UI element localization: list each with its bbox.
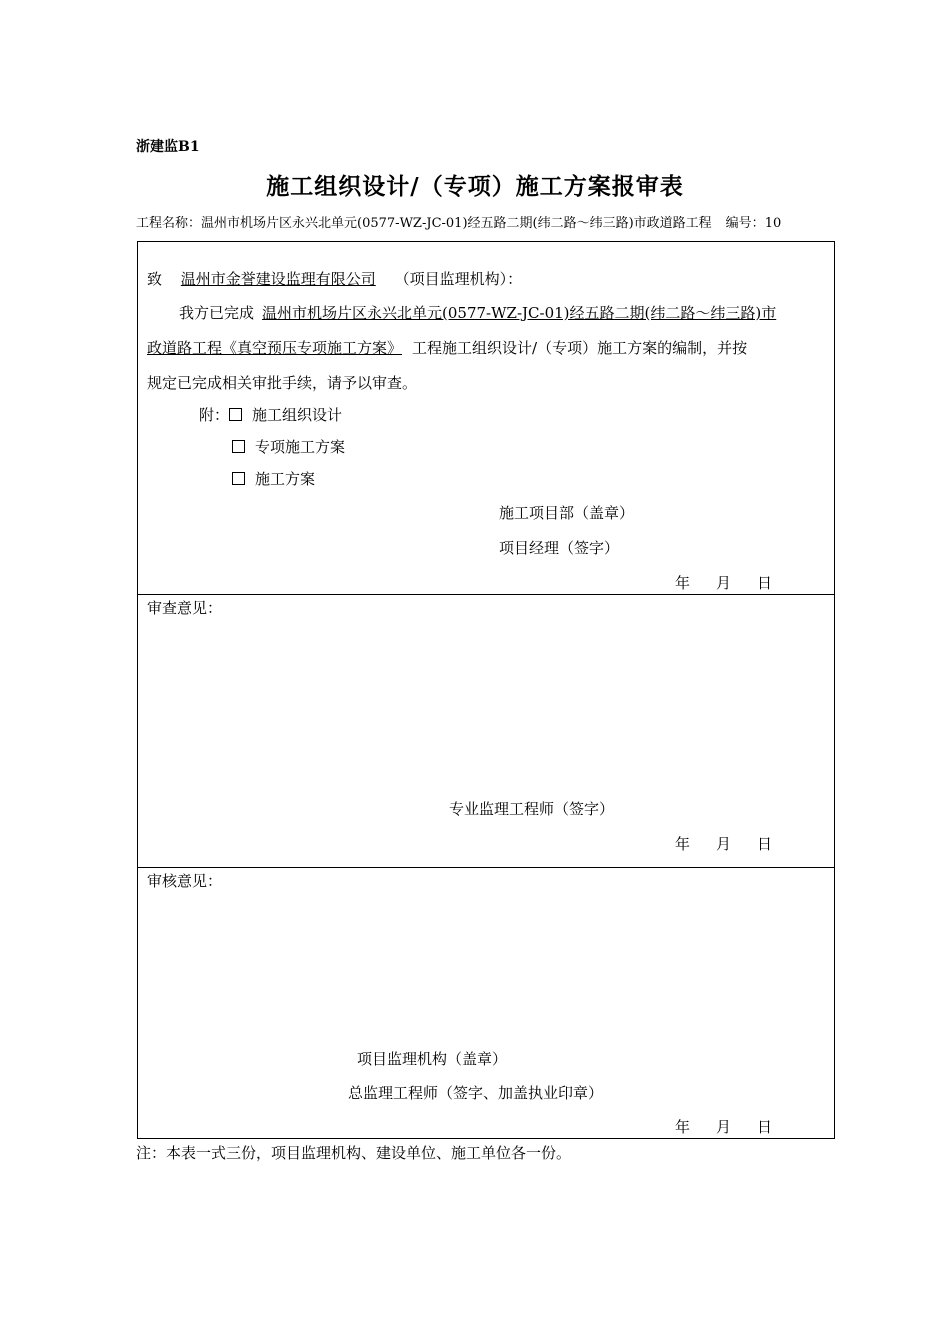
to-suffix: （项目监理机构）： xyxy=(394,270,523,288)
submission-section xyxy=(137,241,835,595)
date-month: 月 xyxy=(716,1118,732,1136)
date-month: 月 xyxy=(716,835,732,853)
engineer-sign-label: 专业监理工程师（签字） xyxy=(449,800,615,818)
checkbox-icon[interactable] xyxy=(229,408,242,421)
form-title: 施工组织设计/（专项）施工方案报审表 xyxy=(266,173,684,200)
number-value: 10 xyxy=(764,216,782,231)
project-manager-sign-label: 项目经理（签字） xyxy=(499,539,620,557)
to-organization: 温州市金誉建设监理有限公司 xyxy=(180,270,376,288)
attach-item-label: 专项施工方案 xyxy=(255,438,346,456)
attach-item-label: 施工方案 xyxy=(255,470,316,488)
date-line xyxy=(675,833,798,854)
para-prefix: 我方已完成 xyxy=(179,304,255,322)
audit-opinion-label: 审核意见： xyxy=(147,872,223,890)
review-opinion-label: 审查意见： xyxy=(147,599,223,617)
attach-label: 附： xyxy=(199,406,230,424)
contractor-seal-label: 施工项目部（盖章） xyxy=(499,504,635,522)
project-meta xyxy=(136,212,781,231)
review-section xyxy=(137,595,835,868)
date-year: 年 xyxy=(675,574,691,592)
supervision-seal-label: 项目监理机构（盖章） xyxy=(357,1050,508,1068)
chief-engineer-sign-label: 总监理工程师（签字、加盖执业印章） xyxy=(348,1084,604,1102)
number-label: 编号： xyxy=(725,216,765,231)
date-line xyxy=(675,1116,798,1137)
scheme-name-underlined: 政道路工程《真空预压专项施工方案》 xyxy=(147,339,403,357)
paragraph-line-2 xyxy=(147,337,747,358)
form-code: 浙建监B1 xyxy=(136,139,200,155)
addressee-line xyxy=(147,268,522,289)
paragraph-line-3: 规定已完成相关审批手续，请予以审查。 xyxy=(147,374,418,392)
date-day: 日 xyxy=(757,574,773,592)
attach-item-label: 施工组织设计 xyxy=(252,406,343,424)
date-day: 日 xyxy=(757,835,773,853)
para-line-2-rest: 工程施工组织设计/（专项）施工方案的编制，并按 xyxy=(412,339,748,357)
date-day: 日 xyxy=(757,1118,773,1136)
date-year: 年 xyxy=(675,835,691,853)
to-prefix: 致 xyxy=(147,270,163,288)
project-name: 温州市机场片区永兴北单元(0577-WZ-JC-01)经五路二期(纬二路～纬三路)市政道路工程 xyxy=(201,216,712,231)
checkbox-icon[interactable] xyxy=(232,472,245,485)
date-year: 年 xyxy=(675,1118,691,1136)
checkbox-icon[interactable] xyxy=(232,440,245,453)
audit-section xyxy=(137,868,835,1139)
attachment-item-2 xyxy=(232,436,345,457)
paragraph-line-1 xyxy=(179,302,776,323)
footnote: 注：本表一式三份，项目监理机构、建设单位、施工单位各一份。 xyxy=(136,1144,572,1162)
date-month: 月 xyxy=(716,574,732,592)
date-line xyxy=(675,572,798,593)
project-label: 工程名称： xyxy=(136,216,202,231)
attachment-item-3 xyxy=(232,468,315,489)
project-name-underlined: 温州市机场片区永兴北单元(0577-WZ-JC-01)经五路二期(纬二路～纬三路)市 xyxy=(262,304,777,322)
attachment-item-1 xyxy=(199,404,342,425)
